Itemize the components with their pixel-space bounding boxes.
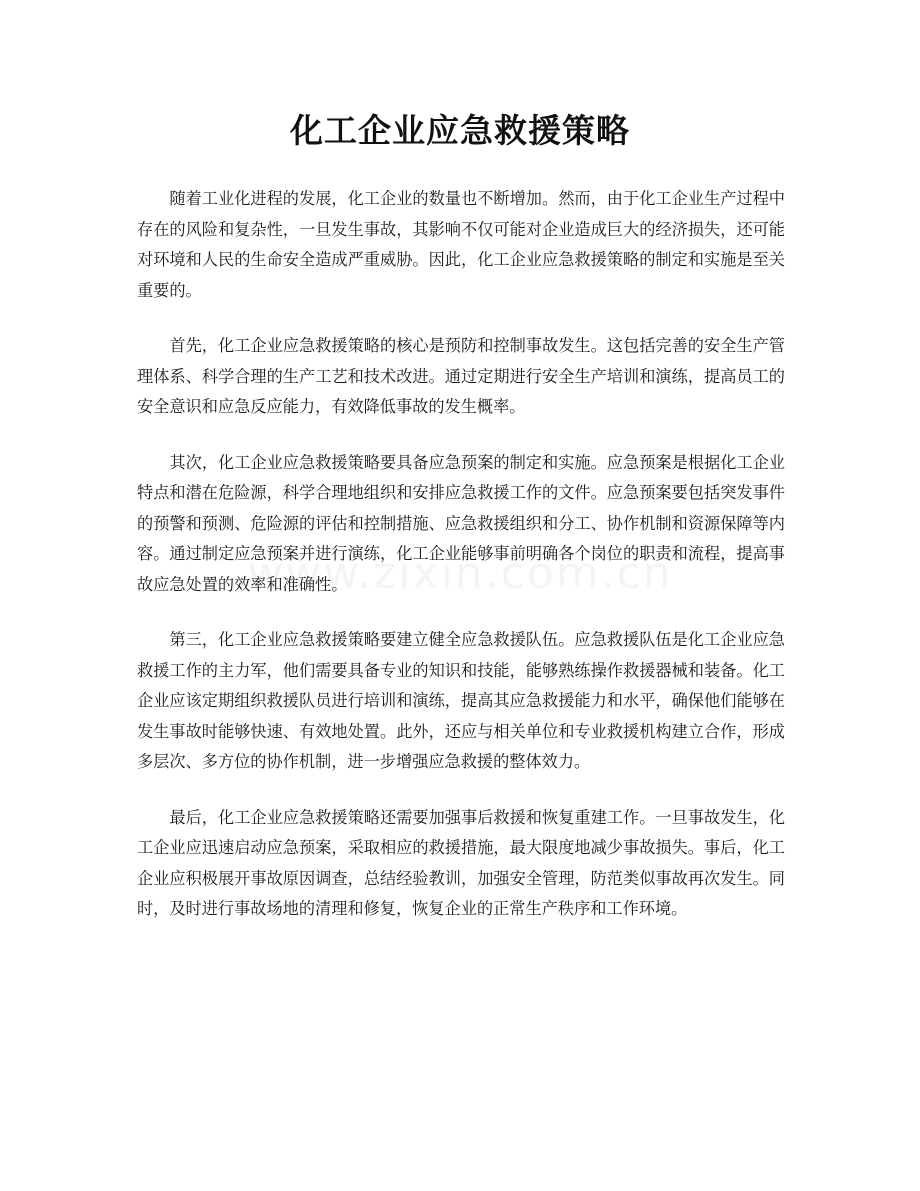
paragraph-intro: 随着工业化进程的发展，化工企业的数量也不断增加。然而，由于化工企业生产过程中存在的风险和复杂性，一旦发生事故，其影响不仅可能对企业造成巨大的经济损失，还可能对环境和人民的生命安全造成严重威胁。因此，化工企业应急救援策略的制定和实施是至关重要的。	[137, 189, 785, 300]
paragraph-last: 最后，化工企业应急救援策略还需要加强事后救援和恢复重建工作。一旦事故发生，化工企业应迅速启动应急预案，采取相应的救援措施，最大限度地减少事故损失。事后，化工企业应积极展开事故原因调查，总结经验教训，加强安全管理，防范类似事故再次发生。同时，及时进行事故场地的清理和修复，恢复企业的正常生产秩序和工作环境。	[137, 807, 785, 918]
paragraph-first: 首先，化工企业应急救援策略的核心是预防和控制事故发生。这包括完善的安全生产管理体系、科学合理的生产工艺和技术改进。通过定期进行安全生产培训和演练，提高员工的安全意识和应急反应能力，有效降低事故的发生概率。	[137, 336, 785, 416]
paragraph-third: 第三，化工企业应急救援策略要建立健全应急救援队伍。应急救援队伍是化工企业应急救援工作的主力军，他们需要具备专业的知识和技能，能够熟练操作救援器械和装备。化工企业应该定期组织救援队员进行培训和演练，提高其应急救援能力和水平，确保他们能够在发生事故时能够快速、有效地处置。此外，还应与相关单位和专业救援机构建立合作，形成多层次、多方位的协作机制，进一步增强应急救援的整体效力。	[137, 630, 785, 771]
document-title: 化工企业应急救援策略	[290, 111, 630, 150]
document-body	[137, 184, 785, 950]
paragraph-second: 其次，化工企业应急救援策略要具备应急预案的制定和实施。应急预案是根据化工企业特点和潜在危险源，科学合理地组织和安排应急救援工作的文件。应急预案要包括突发事件的预警和预测、危险源的评估和控制措施、应急救援组织和分工、协作机制和资源保障等内容。通过制定应急预案并进行演练，化工企业能够事前明确各个岗位的职责和流程，提高事故应急处置的效率和准确性。	[137, 452, 785, 594]
